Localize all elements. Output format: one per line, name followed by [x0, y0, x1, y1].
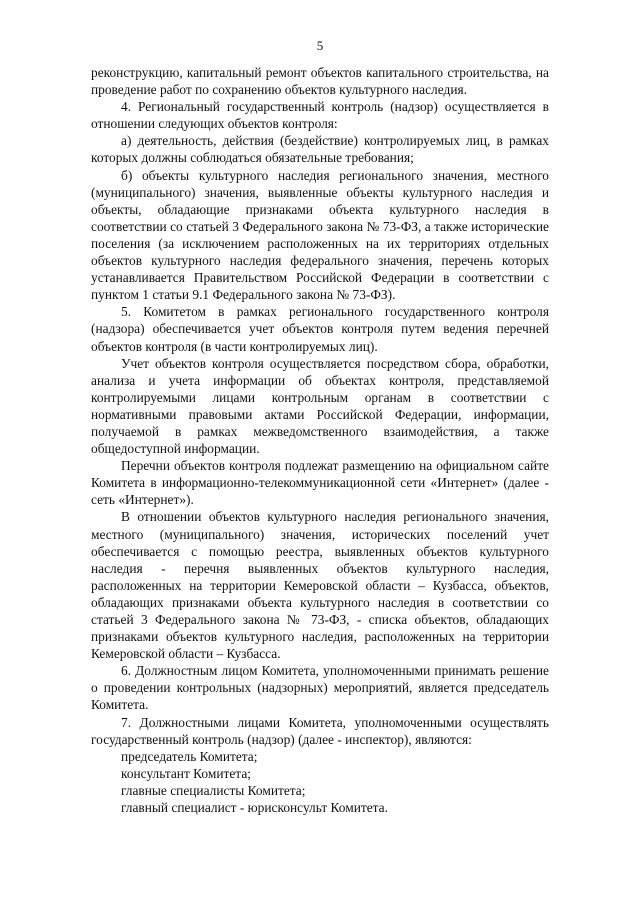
paragraph-item-6: 6. Должностным лицом Комитета, уполномоченными принимать решение о проведении контрольных (надзорных) мероприятий, является председатель Комитета. — [91, 663, 549, 713]
paragraph-heritage-registry: В отношении объектов культурного наследия регионального значения, местного (муниципального) значения, исторических поселений учет обеспечивается с помощью реестра, выявленных объектов культурного наследия - перечня выявленных объектов культурного наследия, расположенных на территории Кемеровской области – Кузбасса, объектов, обладающих признаками объекта культурного наследия в соответствии со статьей 3 Федерального закона № 73-ФЗ, - списка объектов, обладающих признаками объектов культурного наследия, расположенных на территории Кемеровской области – Кузбасса. — [91, 509, 549, 662]
paragraph-continuation: реконструкцию, капитальный ремонт объектов капитального строительства, на проведение работ по сохранению объектов культурного наследия. — [91, 65, 549, 98]
document-body — [91, 64, 549, 816]
paragraph-publication: Перечни объектов контроля подлежат размещению на официальном сайте Комитета в информационно-телекоммуникационной сети «Интернет» (далее - сеть «Интернет»). — [91, 458, 549, 508]
paragraph-accounting: Учет объектов контроля осуществляется посредством сбора, обработки, анализа и учета информации об объектах контроля, представляемой контролируемыми лицами контрольным органам в соответствии с нормативными правовыми актами Российской Федерации, информации, получаемой в рамках межведомственного взаимодействия, а также общедоступной информации. — [91, 355, 549, 457]
paragraph-item-5: 5. Комитетом в рамках регионального государственного контроля (надзора) обеспечивается учет объектов контроля путем ведения перечней объектов контроля (в части контролируемых лиц). — [91, 304, 549, 354]
page-number: 5 — [316, 38, 324, 53]
paragraph-item-7: 7. Должностными лицами Комитета, уполномоченными осуществлять государственный контроль (надзор) (далее - инспектор), являются: — [91, 714, 549, 747]
paragraph-subitem-b: б) объекты культурного наследия регионального значения, местного (муниципального) значения, выявленные объекты культурного наследия и объекты, обладающие признаками объекта культурного наследия в соответствии со статьей 3 Федерального закона № 73-ФЗ, а также исторические поселения (за исключением расположенных на их территориях отдельных объектов культурного наследия федерального значения, перечень которых устанавливается Правительством Российской Федерации в соответствии с пунктом 1 статьи 9.1 Федерального закона № 73-ФЗ). — [91, 167, 549, 303]
list-item-official: председатель Комитета; — [121, 748, 258, 764]
list-item-official: консультант Комитета; — [121, 765, 251, 781]
list-item-official: главные специалисты Комитета; — [121, 782, 306, 798]
paragraph-subitem-a: а) деятельность, действия (бездействие) контролируемых лиц, в рамках которых должны соблюдаться обязательные требования; — [91, 133, 549, 166]
list-item-official: главный специалист - юрисконсульт Комитета. — [121, 800, 388, 816]
paragraph-item-4: 4. Региональный государственный контроль (надзор) осуществляется в отношении следующих объектов контроля: — [91, 99, 549, 132]
